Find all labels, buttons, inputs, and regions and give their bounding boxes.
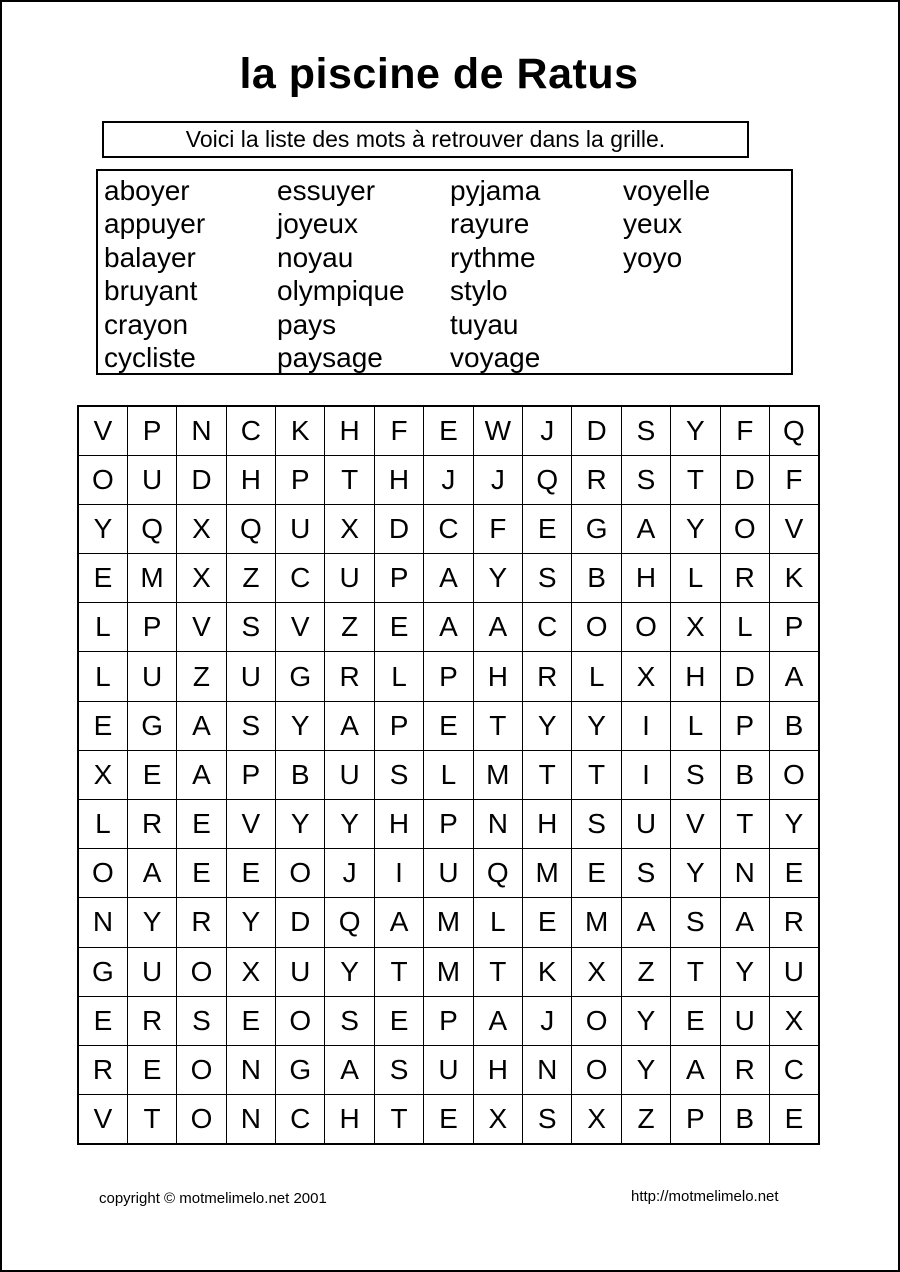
grid-cell: Z (177, 652, 226, 701)
grid-cell: E (572, 849, 621, 898)
grid-cell: E (226, 996, 275, 1045)
grid-cell: U (720, 996, 769, 1045)
grid-cell: X (671, 603, 720, 652)
grid-row (78, 504, 819, 553)
grid-cell: S (523, 554, 572, 603)
grid-cell: A (127, 849, 176, 898)
grid-cell: S (572, 800, 621, 849)
grid-cell: H (325, 406, 374, 455)
grid-cell: M (572, 898, 621, 947)
grid-cell: U (226, 652, 275, 701)
grid-cell: U (325, 554, 374, 603)
word-column (623, 174, 796, 373)
grid-cell: R (177, 898, 226, 947)
word-column (450, 174, 623, 373)
grid-cell: X (473, 1095, 522, 1144)
grid-cell: P (424, 652, 473, 701)
grid-cell: T (473, 947, 522, 996)
grid-cell: U (127, 947, 176, 996)
grid-cell: I (621, 750, 670, 799)
grid-cell: H (374, 455, 423, 504)
grid-cell: Q (226, 504, 275, 553)
grid-cell: V (671, 800, 720, 849)
grid-cell: T (671, 455, 720, 504)
grid-cell: E (523, 504, 572, 553)
grid-cell: L (424, 750, 473, 799)
grid-cell: V (276, 603, 325, 652)
grid-row (78, 947, 819, 996)
grid-cell: X (621, 652, 670, 701)
grid-cell: C (769, 1045, 818, 1094)
word-item: appuyer (104, 208, 206, 240)
grid-cell: C (424, 504, 473, 553)
grid-cell: U (424, 849, 473, 898)
grid-cell: A (177, 701, 226, 750)
grid-cell: P (276, 455, 325, 504)
grid-cell: J (325, 849, 374, 898)
grid-cell: O (177, 1045, 226, 1094)
grid-cell: R (572, 455, 621, 504)
grid-cell: P (374, 701, 423, 750)
grid-cell: J (473, 455, 522, 504)
grid-cell: X (177, 554, 226, 603)
word-item: olympique (277, 275, 405, 307)
grid-cell: S (226, 603, 275, 652)
grid-cell: A (424, 554, 473, 603)
word-item: joyeux (277, 208, 358, 240)
grid-cell: X (226, 947, 275, 996)
grid-cell: Z (621, 1095, 670, 1144)
word-item: essuyer (277, 175, 376, 206)
grid-cell: U (424, 1045, 473, 1094)
grid-cell: B (720, 750, 769, 799)
grid-cell: A (374, 898, 423, 947)
grid-cell: U (127, 455, 176, 504)
grid-cell: A (671, 1045, 720, 1094)
grid-cell: L (720, 603, 769, 652)
letter-grid (77, 405, 820, 1145)
grid-cell: L (78, 603, 127, 652)
grid-cell: N (226, 1095, 275, 1144)
grid-cell: N (177, 406, 226, 455)
grid-row (78, 996, 819, 1045)
grid-cell: P (127, 406, 176, 455)
grid-cell: D (374, 504, 423, 553)
grid-cell: E (78, 701, 127, 750)
grid-cell: E (424, 406, 473, 455)
grid-cell: O (572, 1045, 621, 1094)
grid-cell: Q (325, 898, 374, 947)
grid-cell: S (226, 701, 275, 750)
grid-cell: V (769, 504, 818, 553)
word-item: tuyau (450, 308, 519, 340)
grid-cell: U (621, 800, 670, 849)
grid-cell: M (424, 947, 473, 996)
grid-cell: Y (671, 504, 720, 553)
grid-cell: R (720, 1045, 769, 1094)
grid-cell: A (621, 898, 670, 947)
grid-cell: X (769, 996, 818, 1045)
grid-cell: B (276, 750, 325, 799)
grid-cell: K (769, 554, 818, 603)
grid-cell: K (276, 406, 325, 455)
grid-cell: X (572, 947, 621, 996)
grid-cell: Q (769, 406, 818, 455)
grid-cell: C (276, 554, 325, 603)
grid-cell: O (572, 603, 621, 652)
grid-cell: Y (720, 947, 769, 996)
grid-cell: O (276, 849, 325, 898)
word-item: rythme (450, 241, 536, 273)
grid-cell: J (523, 406, 572, 455)
grid-cell: E (226, 849, 275, 898)
grid-cell: F (374, 406, 423, 455)
grid-cell: Y (671, 849, 720, 898)
grid-cell: N (720, 849, 769, 898)
grid-cell: R (523, 652, 572, 701)
grid-cell: Y (226, 898, 275, 947)
grid-cell: H (671, 652, 720, 701)
grid-cell: Y (671, 406, 720, 455)
grid-cell: U (276, 947, 325, 996)
grid-cell: H (621, 554, 670, 603)
grid-cell: L (78, 800, 127, 849)
grid-cell: H (473, 652, 522, 701)
word-item: balayer (104, 241, 196, 273)
grid-cell: E (523, 898, 572, 947)
grid-cell: P (424, 800, 473, 849)
grid-cell: K (523, 947, 572, 996)
grid-row (78, 1045, 819, 1094)
grid-cell: B (572, 554, 621, 603)
word-item: crayon (104, 308, 189, 340)
grid-row (78, 701, 819, 750)
grid-cell: Z (226, 554, 275, 603)
grid-row (78, 652, 819, 701)
instruction-box (102, 121, 749, 158)
word-list-box (96, 169, 793, 375)
grid-cell: H (325, 1095, 374, 1144)
grid-cell: S (621, 406, 670, 455)
grid-cell: M (523, 849, 572, 898)
grid-cell: O (78, 849, 127, 898)
grid-cell: Q (523, 455, 572, 504)
grid-cell: E (769, 849, 818, 898)
grid-cell: M (127, 554, 176, 603)
grid-cell: P (424, 996, 473, 1045)
grid-cell: T (374, 1095, 423, 1144)
grid-cell: S (621, 849, 670, 898)
word-item: pyjama (450, 175, 541, 206)
grid-cell: A (424, 603, 473, 652)
grid-cell: L (78, 652, 127, 701)
grid-cell: X (177, 504, 226, 553)
grid-cell: A (325, 701, 374, 750)
grid-cell: G (127, 701, 176, 750)
grid-cell: R (720, 554, 769, 603)
grid-cell: Y (523, 701, 572, 750)
grid-cell: F (473, 504, 522, 553)
word-column (104, 174, 277, 373)
grid-cell: R (127, 800, 176, 849)
grid-row (78, 800, 819, 849)
grid-cell: C (523, 603, 572, 652)
grid-cell: S (374, 750, 423, 799)
grid-cell: X (78, 750, 127, 799)
grid-cell: S (325, 996, 374, 1045)
grid-cell: O (720, 504, 769, 553)
grid-row (78, 455, 819, 504)
grid-cell: F (720, 406, 769, 455)
grid-cell: Y (621, 996, 670, 1045)
grid-cell: C (276, 1095, 325, 1144)
grid-cell: A (473, 996, 522, 1045)
grid-cell: M (473, 750, 522, 799)
grid-cell: J (523, 996, 572, 1045)
grid-cell: S (671, 750, 720, 799)
grid-row (78, 406, 819, 455)
grid-cell: U (769, 947, 818, 996)
grid-cell: V (177, 603, 226, 652)
grid-cell: B (720, 1095, 769, 1144)
grid-cell: L (572, 652, 621, 701)
grid-cell: V (226, 800, 275, 849)
grid-cell: E (78, 996, 127, 1045)
grid-cell: G (276, 1045, 325, 1094)
grid-cell: Y (127, 898, 176, 947)
grid-cell: N (226, 1045, 275, 1094)
grid-cell: Y (325, 947, 374, 996)
grid-cell: R (769, 898, 818, 947)
grid-cell: Y (473, 554, 522, 603)
grid-cell: L (473, 898, 522, 947)
grid-cell: A (473, 603, 522, 652)
grid-cell: O (572, 996, 621, 1045)
grid-row (78, 750, 819, 799)
grid-cell: E (374, 603, 423, 652)
grid-cell: W (473, 406, 522, 455)
grid-cell: H (374, 800, 423, 849)
grid-cell: R (127, 996, 176, 1045)
grid-cell: Y (769, 800, 818, 849)
grid-cell: H (523, 800, 572, 849)
grid-cell: G (78, 947, 127, 996)
grid-cell: S (374, 1045, 423, 1094)
grid-cell: N (523, 1045, 572, 1094)
grid-cell: T (374, 947, 423, 996)
word-item: noyau (277, 241, 354, 273)
grid-cell: L (374, 652, 423, 701)
grid-cell: Z (325, 603, 374, 652)
grid-cell: D (720, 455, 769, 504)
grid-cell: P (127, 603, 176, 652)
grid-cell: G (276, 652, 325, 701)
grid-cell: T (720, 800, 769, 849)
grid-cell: H (226, 455, 275, 504)
grid-cell: O (276, 996, 325, 1045)
grid-cell: Q (127, 504, 176, 553)
grid-cell: H (473, 1045, 522, 1094)
grid-cell: S (671, 898, 720, 947)
grid-cell: T (127, 1095, 176, 1144)
grid-cell: P (226, 750, 275, 799)
grid-cell: T (523, 750, 572, 799)
page-title: la piscine de Ratus (239, 50, 639, 98)
grid-cell: Y (572, 701, 621, 750)
grid-cell: D (720, 652, 769, 701)
grid-cell: V (78, 1095, 127, 1144)
instruction-text: Voici la liste des mots à retrouver dans la grille. (185, 126, 666, 152)
grid-cell: Q (473, 849, 522, 898)
grid-cell: B (769, 701, 818, 750)
grid-row (78, 603, 819, 652)
word-item: yoyo (623, 241, 683, 273)
grid-cell: R (325, 652, 374, 701)
grid-cell: E (671, 996, 720, 1045)
word-item: yeux (623, 208, 683, 240)
grid-cell: D (276, 898, 325, 947)
grid-cell: E (769, 1095, 818, 1144)
grid-cell: L (671, 701, 720, 750)
grid-cell: I (621, 701, 670, 750)
grid-cell: P (720, 701, 769, 750)
grid-cell: Y (276, 800, 325, 849)
grid-row (78, 1095, 819, 1144)
grid-cell: X (325, 504, 374, 553)
word-column (277, 174, 450, 373)
grid-cell: D (177, 455, 226, 504)
grid-cell: G (572, 504, 621, 553)
grid-cell: M (424, 898, 473, 947)
grid-cell: E (424, 701, 473, 750)
word-item: voyelle (623, 175, 711, 206)
word-item: cycliste (104, 342, 196, 374)
word-item: bruyant (104, 275, 198, 307)
grid-cell: J (424, 455, 473, 504)
grid-cell: A (720, 898, 769, 947)
grid-row (78, 849, 819, 898)
copyright-text: copyright © motmelimelo.net 2001 (99, 1190, 327, 1207)
grid-cell: Y (325, 800, 374, 849)
grid-cell: O (177, 1095, 226, 1144)
word-item: rayure (450, 208, 530, 240)
grid-cell: E (127, 750, 176, 799)
grid-cell: E (177, 849, 226, 898)
grid-cell: O (177, 947, 226, 996)
grid-cell: T (325, 455, 374, 504)
grid-cell: S (177, 996, 226, 1045)
word-item: stylo (450, 275, 508, 307)
grid-cell: C (226, 406, 275, 455)
grid-cell: P (374, 554, 423, 603)
grid-cell: N (473, 800, 522, 849)
grid-cell: I (374, 849, 423, 898)
grid-cell: Y (621, 1045, 670, 1094)
grid-cell: A (621, 504, 670, 553)
grid-row (78, 554, 819, 603)
grid-cell: V (78, 406, 127, 455)
grid-cell: Y (78, 504, 127, 553)
word-item: paysage (277, 342, 383, 374)
grid-cell: T (671, 947, 720, 996)
grid-row (78, 898, 819, 947)
grid-cell: O (769, 750, 818, 799)
grid-cell: R (78, 1045, 127, 1094)
grid-cell: E (374, 996, 423, 1045)
word-item: aboyer (104, 175, 190, 206)
grid-cell: E (127, 1045, 176, 1094)
grid-cell: Z (621, 947, 670, 996)
grid-cell: N (78, 898, 127, 947)
grid-cell: E (424, 1095, 473, 1144)
grid-cell: T (572, 750, 621, 799)
grid-cell: U (325, 750, 374, 799)
grid-cell: U (276, 504, 325, 553)
grid-cell: X (572, 1095, 621, 1144)
grid-cell: O (78, 455, 127, 504)
grid-cell: P (671, 1095, 720, 1144)
grid-cell: E (78, 554, 127, 603)
grid-cell: T (473, 701, 522, 750)
grid-cell: F (769, 455, 818, 504)
grid-cell: L (671, 554, 720, 603)
word-item: pays (277, 308, 337, 340)
grid-cell: P (769, 603, 818, 652)
grid-cell: U (127, 652, 176, 701)
grid-cell: E (177, 800, 226, 849)
grid-cell: A (177, 750, 226, 799)
grid-cell: A (769, 652, 818, 701)
grid-cell: Y (276, 701, 325, 750)
grid-cell: A (325, 1045, 374, 1094)
grid-cell: D (572, 406, 621, 455)
grid-cell: O (621, 603, 670, 652)
grid-cell: S (523, 1095, 572, 1144)
site-url: http://motmelimelo.net (631, 1188, 779, 1205)
word-item: voyage (450, 342, 541, 374)
grid-cell: S (621, 455, 670, 504)
